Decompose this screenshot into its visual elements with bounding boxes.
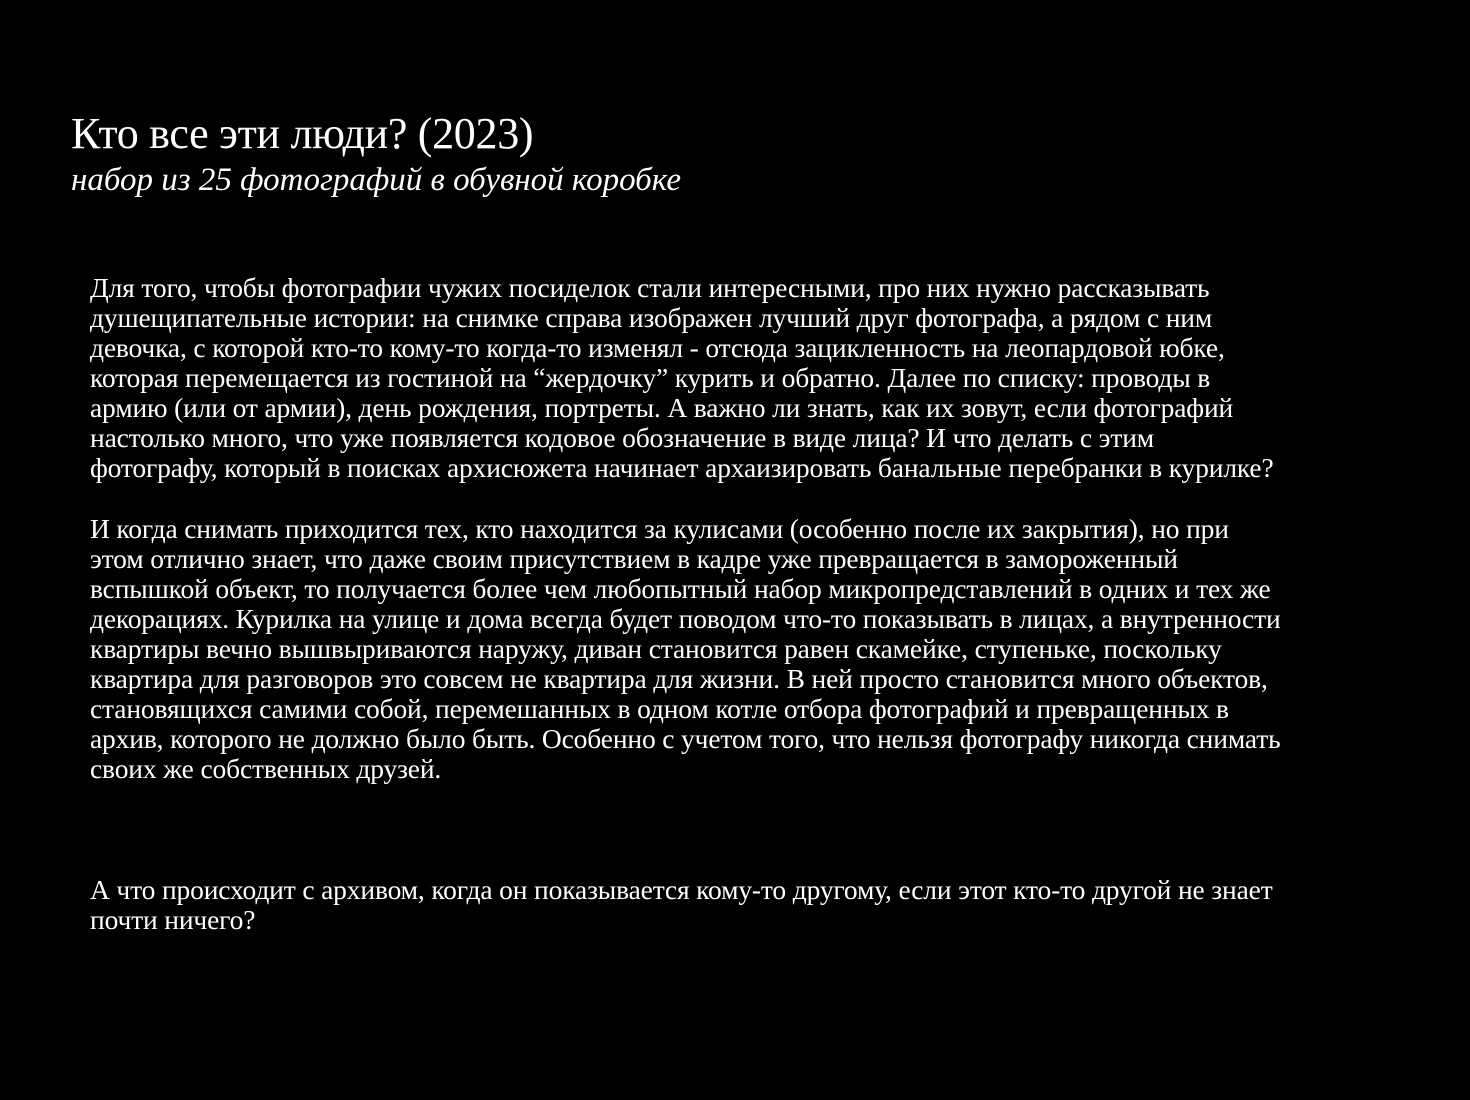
text-line: И когда снимать приходится тех, кто находится за кулисами (особенно после их закрытия), но при <box>90 513 1229 544</box>
text-line: этом отлично знает, что даже своим присутствием в кадре уже превращается в замороженный <box>90 543 1178 574</box>
text-line: фотографу, который в поисках архисюжета начинает архаизировать банальные перебранки в курилке? <box>90 452 1274 483</box>
text-line: вспышкой объект, то получается более чем любопытный набор микропредставлений в одних и тех же <box>90 573 1271 604</box>
text-line: архив, которого не должно было быть. Особенно с учетом того, что нельзя фотографу никогда снимать <box>90 723 1281 754</box>
page-subtitle: набор из 25 фотографий в обувной коробке <box>71 162 682 198</box>
page-title: Кто все эти люди? (2023) <box>71 109 534 158</box>
paragraph-question <box>90 875 1390 935</box>
text-line: А что происходит с архивом, когда он показывается кому-то другому, если этот кто-то другой не знает <box>90 874 1273 905</box>
text-line: почти ничего? <box>90 904 256 935</box>
text-line: декорациях. Курилка на улице и дома всегда будет поводом что-то показывать в лицах, а внутренности <box>90 603 1281 634</box>
text-line: квартира для разговоров это совсем не квартира для жизни. В ней просто становится много объектов, <box>90 663 1268 694</box>
text-line: становящихся самими собой, перемешанных в одном котле отбора фотографий и превращенных в <box>90 693 1229 724</box>
paragraph-backstage <box>90 514 1390 784</box>
paragraph-intro <box>90 273 1390 483</box>
text-line: Для того, чтобы фотографии чужих посиделок стали интересными, про них нужно рассказывать <box>90 272 1210 303</box>
text-line: которая перемещается из гостиной на “жердочку” курить и обратно. Далее по списку: проводы в <box>90 362 1211 393</box>
text-line: девочка, с которой кто-то кому-то когда-то изменял - отсюда зацикленность на леопардовой юбке, <box>90 332 1225 363</box>
text-line: душещипательные истории: на снимке справа изображен лучший друг фотографа, а рядом с ним <box>90 302 1213 333</box>
text-line: своих же собственных друзей. <box>90 753 442 784</box>
text-line: настолько много, что уже появляется кодовое обозначение в виде лица? И что делать с этим <box>90 422 1155 453</box>
text-line: армию (или от армии), день рождения, портреты. А важно ли знать, как их зовут, если фотографий <box>90 392 1234 423</box>
text-line: квартиры вечно вышвыриваются наружу, диван становится равен скамейке, ступеньке, поскольку <box>90 633 1222 664</box>
